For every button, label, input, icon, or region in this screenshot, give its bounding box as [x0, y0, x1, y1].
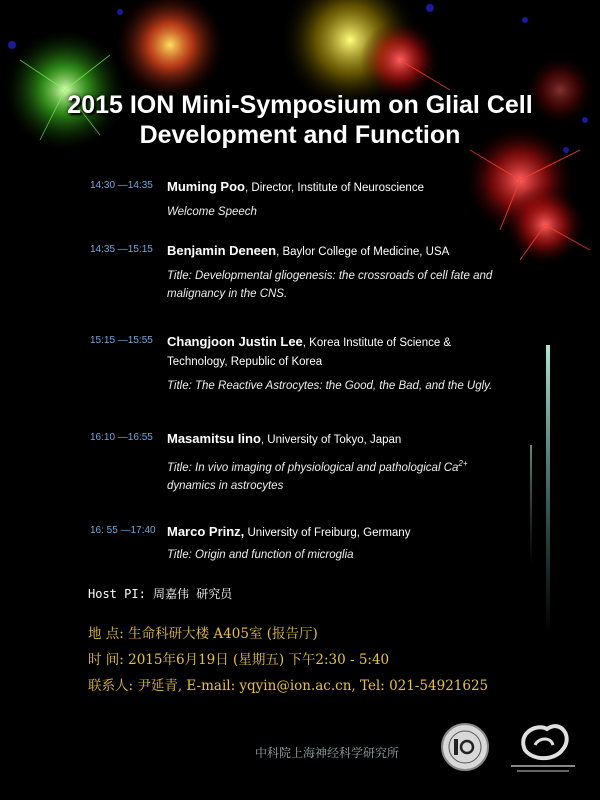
institute-name: 中科院上海神经科学研究所 [255, 746, 400, 760]
speaker-name: Changjoon Justin Lee [167, 334, 303, 349]
talk-title: Welcome Speech [167, 206, 257, 218]
title-line-2: Development and Function [139, 121, 461, 149]
talk-title [167, 455, 497, 495]
speaker-affiliation: , Director, Institute of Neuroscience [245, 182, 424, 194]
talk-title: Title: Developmental gliogenesis: the crossroads of cell fate and malignancy in the CNS. [167, 270, 493, 300]
talk-title-continued: dynamics in astrocytes [167, 479, 284, 492]
location-line: 地 点: 生命科研大楼 A405室 (报告厅) [88, 626, 318, 642]
page-title [0, 90, 600, 150]
title-line-1: 2015 ION Mini-Symposium on Glial Cell [67, 91, 533, 119]
speaker-affiliation: , Korea Institute of Science & Technology, Republic of Korea [167, 337, 452, 368]
superscript: 2+ [458, 459, 468, 468]
talk-time: 16:10 —16:55 [90, 432, 153, 443]
talk-title: Title: The Reactive Astrocytes: the Good, the Bad, and the Ugly. [167, 380, 493, 392]
time-line: 时 间: 2015年6月19日 (星期五) 下午2:30 - 5:40 [88, 652, 390, 668]
ion-logo [440, 722, 490, 772]
contact-line: 联系人: 尹延青, E-mail: yqyin@ion.ac.cn, Tel: 021-54921625 [88, 678, 489, 694]
talk-time: 15:15 —15:55 [90, 335, 153, 346]
talk-time: 16: 55 —17:40 [90, 525, 156, 536]
talk-title-text: Title: In vivo imaging of physiological and pathological Ca [167, 461, 459, 474]
host-pi: Host PI: 周嘉伟 研究员 [88, 587, 233, 601]
talk-time: 14:30 —14:35 [90, 180, 153, 191]
talk-time: 14:35 —15:15 [90, 244, 153, 255]
speaker-name: Masamitsu Iino [167, 431, 261, 446]
speaker-affiliation: , University of Tokyo, Japan [260, 434, 402, 446]
talk-title: Title: Origin and function of microglia [167, 549, 354, 561]
speaker-affiliation: , Baylor College of Medicine, USA [276, 246, 450, 258]
state-key-lab-logo [505, 715, 580, 777]
speaker-name: Benjamin Deneen [167, 243, 277, 258]
speaker-name: Marco Prinz, [167, 524, 245, 539]
speaker-name: Muming Poo [167, 179, 245, 194]
speaker-affiliation: University of Freiburg, Germany [244, 527, 411, 539]
